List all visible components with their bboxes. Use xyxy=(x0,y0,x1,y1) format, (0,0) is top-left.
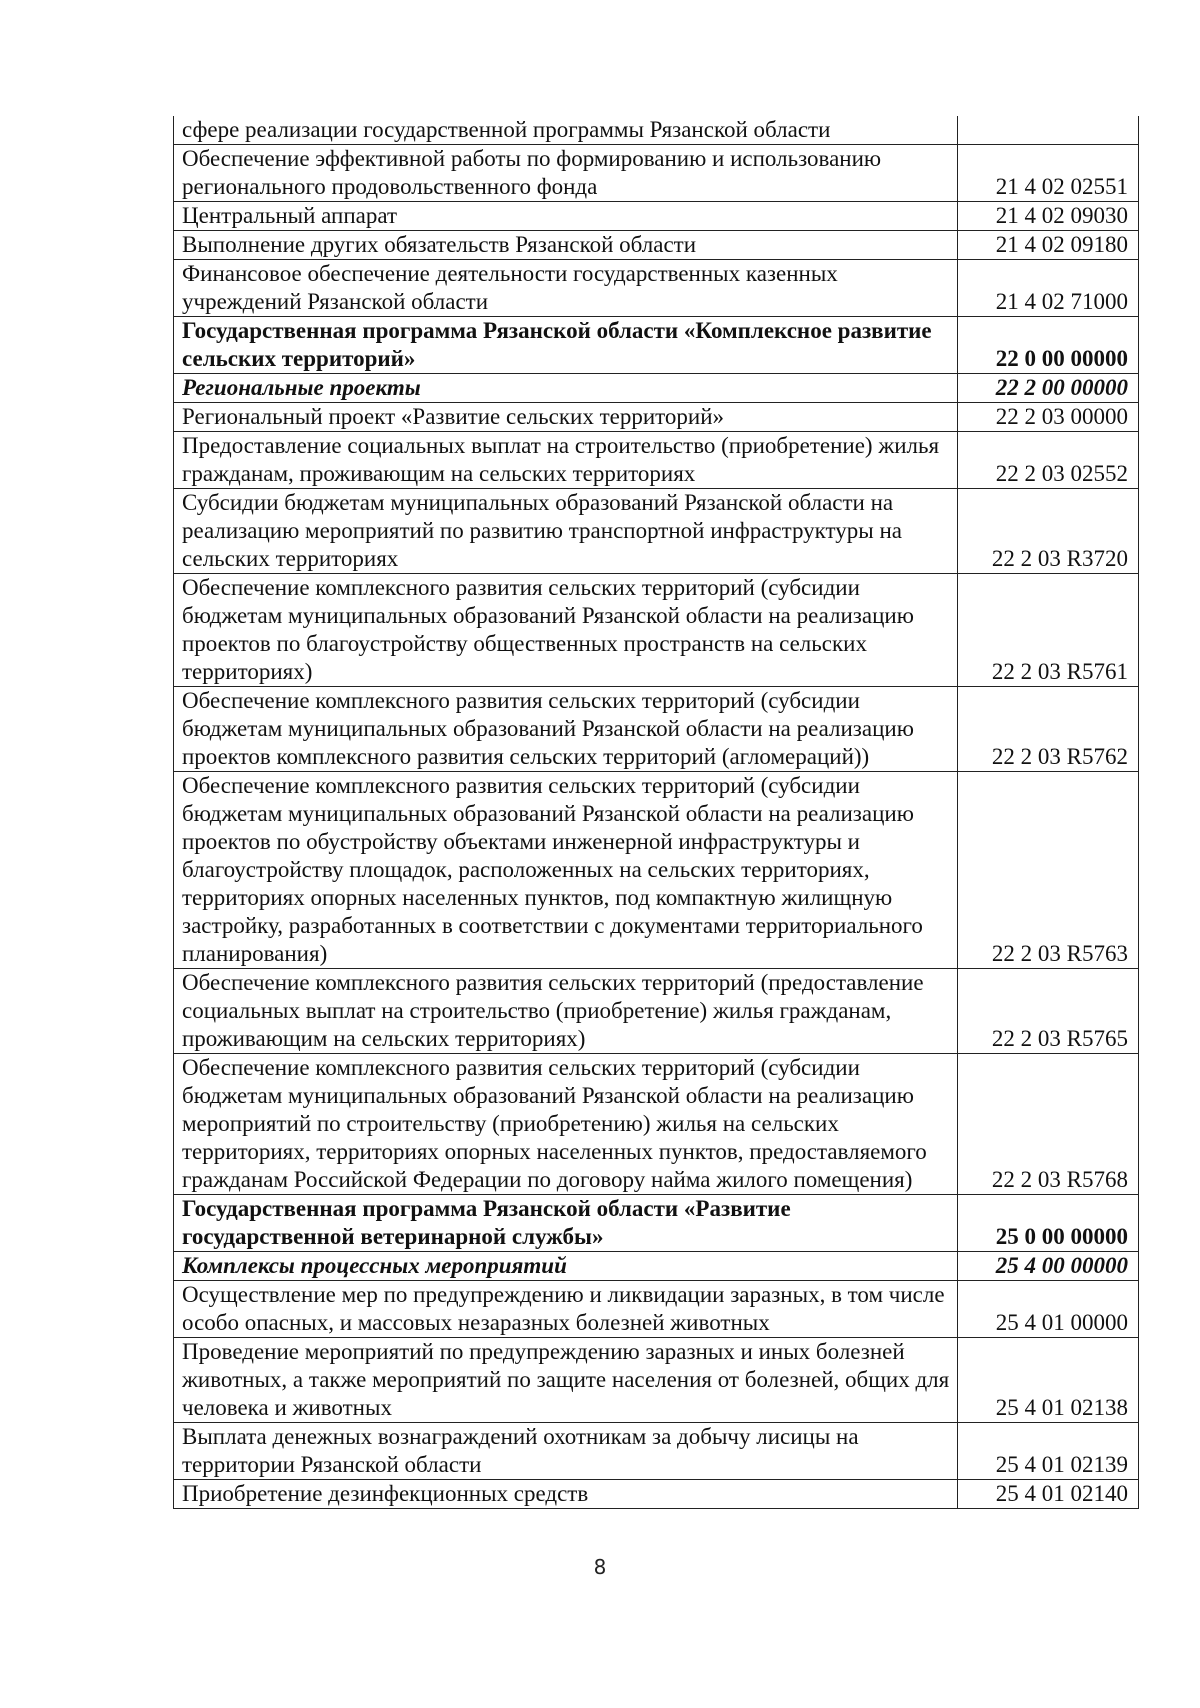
table-row xyxy=(174,1338,1139,1423)
row-code: 22 2 03 R5762 xyxy=(958,687,1139,772)
table-body xyxy=(174,116,1139,1509)
row-code: 22 2 03 00000 xyxy=(958,403,1139,432)
row-name: Обеспечение эффективной работы по формированию и использованию регионального продовольственного фонда xyxy=(174,145,958,202)
row-code: 22 2 03 R5763 xyxy=(958,772,1139,969)
row-name: Комплексы процессных мероприятий xyxy=(174,1252,958,1281)
table-row xyxy=(174,574,1139,687)
row-code: 21 4 02 09030 xyxy=(958,202,1139,231)
row-name: Обеспечение комплексного развития сельских территорий (субсидии бюджетам муниципальных образований Рязанской области на реализацию проектов по благоустройству общественных пространств на сельских территориях) xyxy=(174,574,958,687)
row-name: Обеспечение комплексного развития сельских территорий (субсидии бюджетам муниципальных образований Рязанской области на реализацию проектов по обустройству объектами инженерной инфраструктуры и благоустройству площадок, расположенных на сельских территориях, территориях опорных населенных пунктов, под компактную жилищную застройку, разработанных в соответствии с документами территориального планирования) xyxy=(174,772,958,969)
row-name: Центральный аппарат xyxy=(174,202,958,231)
row-name: Обеспечение комплексного развития сельских территорий (субсидии бюджетам муниципальных образований Рязанской области на реализацию проектов комплексного развития сельских территорий (агломераций)) xyxy=(174,687,958,772)
table-row xyxy=(174,116,1139,145)
row-code: 22 2 03 R5768 xyxy=(958,1054,1139,1195)
table-row xyxy=(174,1423,1139,1480)
row-code: 22 2 03 02552 xyxy=(958,432,1139,489)
row-name: Субсидии бюджетам муниципальных образований Рязанской области на реализацию мероприятий по развитию транспортной инфраструктуры на сельских территориях xyxy=(174,489,958,574)
program-row xyxy=(174,317,1139,374)
table-row xyxy=(174,432,1139,489)
table-row xyxy=(174,1480,1139,1509)
row-code: 22 2 03 R3720 xyxy=(958,489,1139,574)
program-row xyxy=(174,1195,1139,1252)
table-row xyxy=(174,202,1139,231)
row-code: 21 4 02 09180 xyxy=(958,231,1139,260)
budget-code-table xyxy=(173,116,1139,1509)
row-code: 22 2 03 R5765 xyxy=(958,969,1139,1054)
row-code: 25 4 01 00000 xyxy=(958,1281,1139,1338)
row-code: 22 2 03 R5761 xyxy=(958,574,1139,687)
row-name: Предоставление социальных выплат на строительство (приобретение) жилья гражданам, проживающим на сельских территориях xyxy=(174,432,958,489)
row-name: Обеспечение комплексного развития сельских территорий (субсидии бюджетам муниципальных образований Рязанской области на реализацию мероприятий по строительству (приобретению) жилья на сельских территориях, территориях опорных населенных пунктов, предоставляемого гражданам Российской Федерации по договору найма жилого помещения) xyxy=(174,1054,958,1195)
row-code: 22 2 00 00000 xyxy=(958,374,1139,403)
page-number: 8 xyxy=(593,1555,607,1579)
table-row xyxy=(174,231,1139,260)
row-name: Финансовое обеспечение деятельности государственных казенных учреждений Рязанской области xyxy=(174,260,958,317)
table-row xyxy=(174,260,1139,317)
row-code: 21 4 02 71000 xyxy=(958,260,1139,317)
row-code xyxy=(958,116,1139,145)
row-code: 25 4 00 00000 xyxy=(958,1252,1139,1281)
table-row xyxy=(174,1054,1139,1195)
row-name: Проведение мероприятий по предупреждению заразных и иных болезней животных, а также мероприятий по защите населения от болезней, общих для человека и животных xyxy=(174,1338,958,1423)
row-name: Выполнение других обязательств Рязанской области xyxy=(174,231,958,260)
row-name: Региональный проект «Развитие сельских территорий» xyxy=(174,403,958,432)
row-code: 25 4 01 02138 xyxy=(958,1338,1139,1423)
table-row xyxy=(174,1281,1139,1338)
table-row xyxy=(174,687,1139,772)
row-code: 25 0 00 00000 xyxy=(958,1195,1139,1252)
row-name: Региональные проекты xyxy=(174,374,958,403)
table-row xyxy=(174,489,1139,574)
row-name: Выплата денежных вознаграждений охотникам за добычу лисицы на территории Рязанской области xyxy=(174,1423,958,1480)
section-row xyxy=(174,374,1139,403)
table-row xyxy=(174,969,1139,1054)
row-name: Приобретение дезинфекционных средств xyxy=(174,1480,958,1509)
row-name: сфере реализации государственной программы Рязанской области xyxy=(174,116,958,145)
section-row xyxy=(174,1252,1139,1281)
row-code: 21 4 02 02551 xyxy=(958,145,1139,202)
row-name: Государственная программа Рязанской области «Комплексное развитие сельских территорий» xyxy=(174,317,958,374)
row-code: 25 4 01 02140 xyxy=(958,1480,1139,1509)
table-row xyxy=(174,145,1139,202)
row-name: Государственная программа Рязанской области «Развитие государственной ветеринарной службы» xyxy=(174,1195,958,1252)
table-row xyxy=(174,403,1139,432)
row-name: Обеспечение комплексного развития сельских территорий (предоставление социальных выплат на строительство (приобретение) жилья гражданам, проживающим на сельских территориях) xyxy=(174,969,958,1054)
table-row xyxy=(174,772,1139,969)
row-name: Осуществление мер по предупреждению и ликвидации заразных, в том числе особо опасных, и массовых незаразных болезней животных xyxy=(174,1281,958,1338)
row-code: 25 4 01 02139 xyxy=(958,1423,1139,1480)
row-code: 22 0 00 00000 xyxy=(958,317,1139,374)
